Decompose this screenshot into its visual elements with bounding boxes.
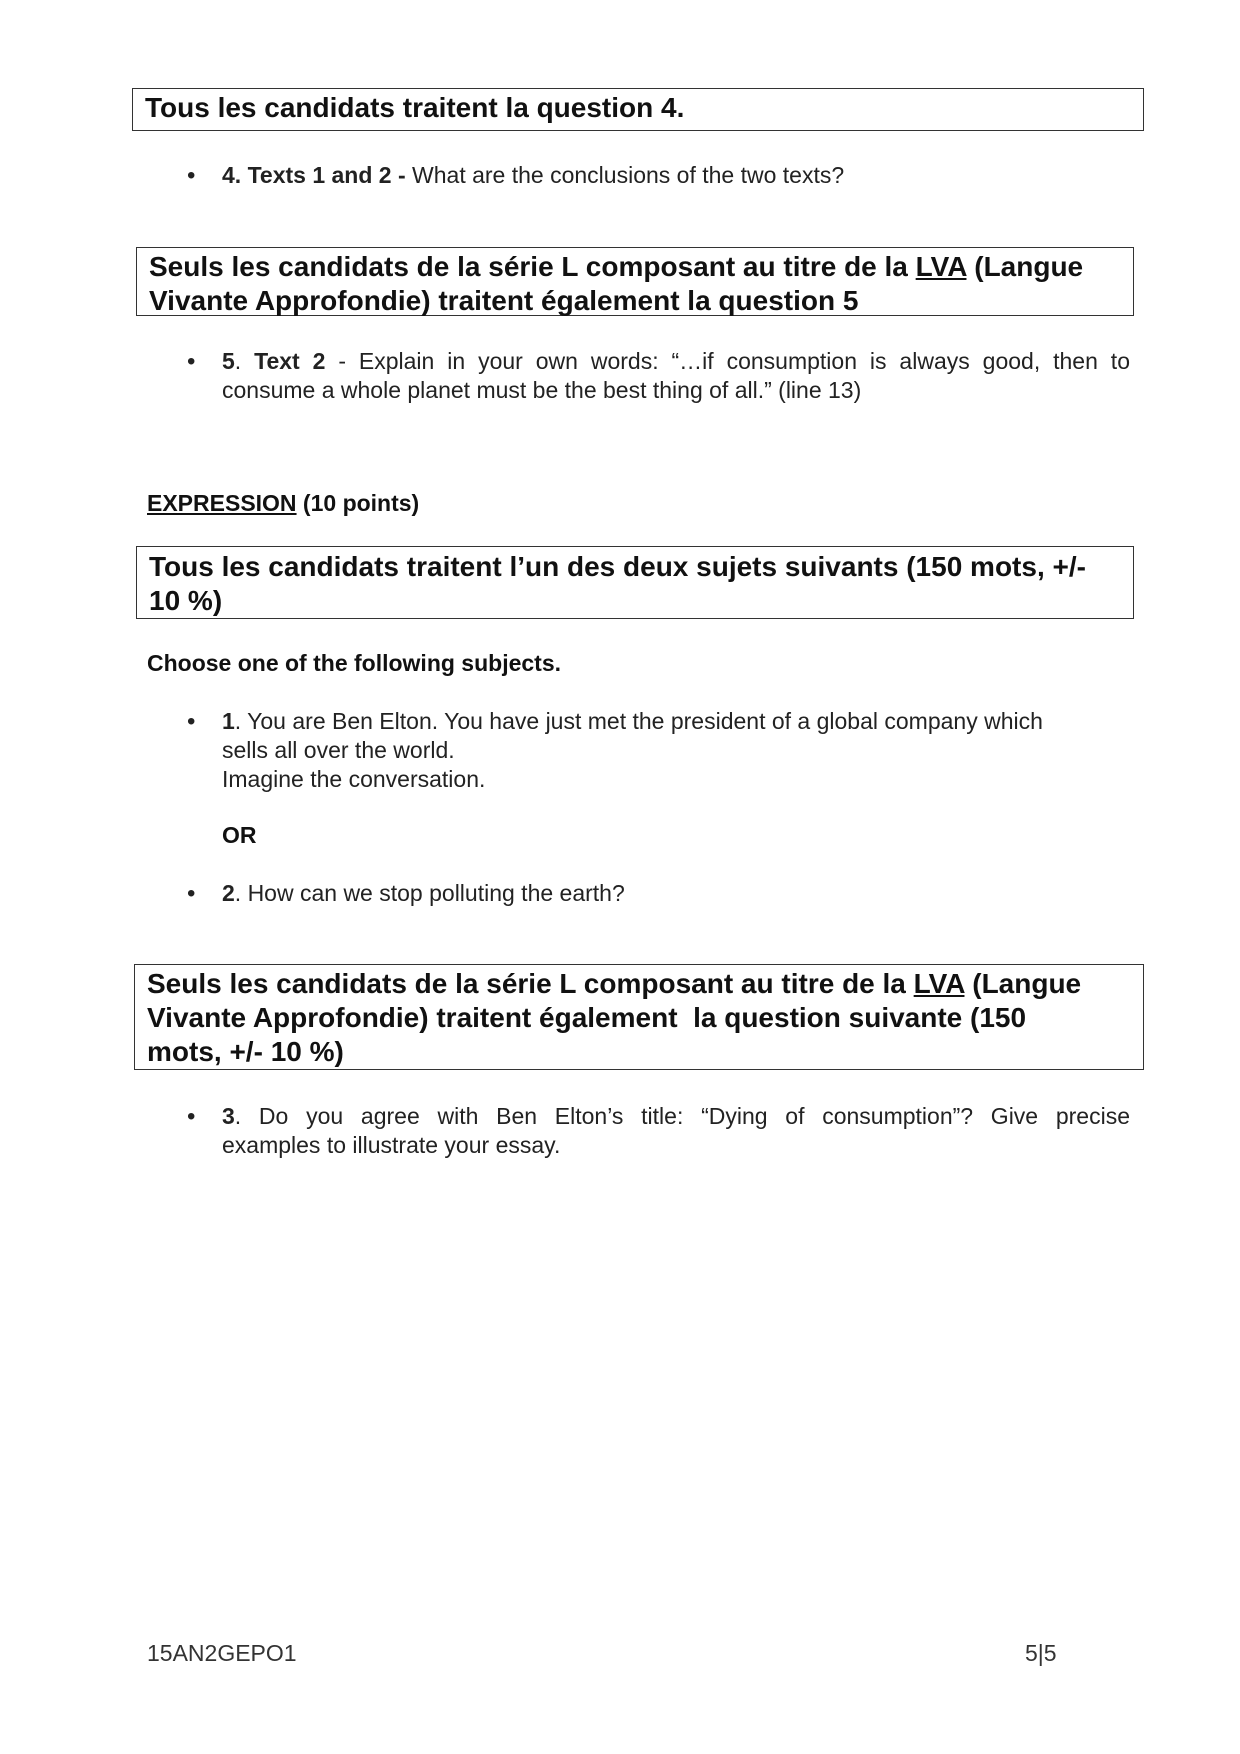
subject-text-line2: sells all over the world. bbox=[222, 737, 455, 763]
footer-page-number: 5|5 bbox=[1025, 1640, 1057, 1666]
expression-heading bbox=[147, 489, 419, 518]
expression-points: (10 points) bbox=[296, 490, 420, 516]
box-text-line3: mots, +/- 10 %) bbox=[147, 1036, 344, 1067]
lva-abbrev: LVA bbox=[915, 251, 967, 282]
subject-text-line1: . You are Ben Elton. You have just met the president of a global company which bbox=[234, 708, 1043, 734]
box-text-pre: Seuls les candidats de la série L composant au titre de la bbox=[147, 968, 914, 999]
instruction-box-all-candidates-subjects bbox=[136, 546, 1134, 619]
box-text-post: (Langue bbox=[964, 968, 1082, 999]
box-text-line2: Vivante Approfondie) traitent également la question suivante (150 bbox=[147, 1002, 1027, 1033]
subject-number: 3 bbox=[222, 1103, 235, 1129]
subject-text-line2: examples to illustrate your essay. bbox=[222, 1132, 561, 1158]
subject-1 bbox=[187, 707, 1137, 797]
separator: . bbox=[234, 348, 255, 374]
box-text-pre: Seuls les candidats de la série L composant au titre de la bbox=[149, 251, 916, 282]
subject-number: 2 bbox=[222, 880, 235, 906]
bullet-icon: • bbox=[187, 162, 196, 189]
subject-text-line3: Imagine the conversation. bbox=[222, 766, 486, 792]
subject-text-line1: . Do you agree with Ben Elton’s title: “Dying of consumption”? Give precise bbox=[234, 1103, 1130, 1129]
question-label: 4. Texts 1 and 2 - bbox=[222, 162, 413, 188]
bullet-icon: • bbox=[187, 348, 196, 375]
question-5 bbox=[187, 347, 1130, 407]
subject-text: . How can we stop polluting the earth? bbox=[234, 880, 625, 906]
question-label: Text 2 bbox=[254, 348, 326, 374]
bullet-icon: • bbox=[187, 708, 196, 735]
subject-number: 1 bbox=[222, 708, 235, 734]
choose-instruction: Choose one of the following subjects. bbox=[147, 650, 562, 676]
instruction-box-all-candidates-q4 bbox=[132, 88, 1144, 131]
box-text-line1: Tous les candidats traitent l’un des deux sujets suivants (150 mots, +/- bbox=[149, 551, 1086, 582]
or-separator: OR bbox=[222, 822, 257, 848]
box-text-line2: Vivante Approfondie) traitent également la question 5 bbox=[149, 285, 859, 316]
lva-abbrev: LVA bbox=[913, 968, 965, 999]
expression-title: EXPRESSION bbox=[147, 490, 297, 516]
question-text-line2: consume a whole planet must be the best thing of all.” (line 13) bbox=[222, 377, 862, 403]
bullet-icon: • bbox=[187, 880, 196, 907]
box-text-line2: 10 %) bbox=[149, 585, 223, 616]
bullet-icon: • bbox=[187, 1103, 196, 1130]
instruction-box-lva-q5 bbox=[136, 247, 1134, 316]
question-text: What are the conclusions of the two texts? bbox=[412, 162, 845, 188]
subject-3 bbox=[187, 1102, 1130, 1162]
footer-code: 15AN2GEPO1 bbox=[147, 1640, 297, 1666]
question-4 bbox=[187, 161, 1137, 191]
question-text-line1: - Explain in your own words: “…if consumption is always good, then to bbox=[325, 348, 1130, 374]
box-text-post: (Langue bbox=[966, 251, 1084, 282]
instruction-box-lva-subject bbox=[134, 964, 1144, 1070]
subject-2 bbox=[187, 879, 1137, 909]
instruction-box-text: Tous les candidats traitent la question 4. bbox=[145, 92, 685, 123]
question-number: 5 bbox=[222, 348, 235, 374]
